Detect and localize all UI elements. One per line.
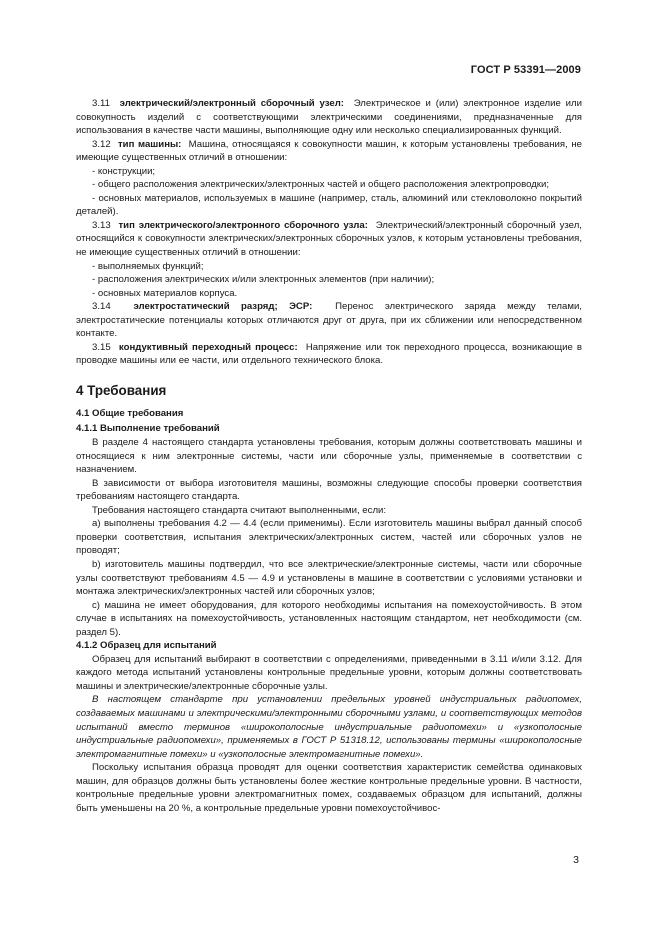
document-code: ГОСТ Р 53391—2009: [470, 64, 581, 76]
paragraph: Требования настоящего стандарта считают выполненными, если:: [92, 504, 387, 516]
paragraph: В зависимости от выбора изготовителя машины, возможны следующие способы проверки соответствия требованиям настоящего стандарта.: [76, 477, 582, 503]
def-text: Электрическое и (или) электронное изделие или совокупность изделий с соответствующими электрическими соединениями, предназначенные для использования в качестве части машины, выполняющие одну или несколько специализированных функций.: [76, 98, 582, 137]
list-item-c: с) машина не имеет оборудования, для которого необходимы испытания на помехоустойчивость. В этом случае в испытаниях на помехоустойчивость, установленных настоящим стандартом, нет необходимости (см. раздел 5).: [76, 599, 582, 638]
list-item: - расположения электрических и/или электронных элементов (при наличии);: [92, 274, 435, 286]
definition-3-14: [76, 300, 582, 341]
list-item: - основных материалов, используемых в машине (например, сталь, алюминий или стекловолокно покрытий деталей).: [76, 192, 582, 218]
def-text: Перенос электрического заряда между телами, электростатические потенциалы которых отличаются друг от друга, при их сближении или непосредственном контакте.: [76, 301, 582, 340]
subsection-4-1-title: 4.1 Общие требования: [76, 407, 184, 419]
list-item-a: а) выполнены требования 4.2 — 4.4 (если применимы). Если изготовитель машины выбрал данный способ проверки соответствия, испытания электрических/электронных систем, частей или сборочных узлов не проводят;: [76, 518, 582, 557]
subsection-4-1-1-title: 4.1.1 Выполнение требований: [76, 423, 220, 435]
list-item: - общего расположения электрических/электронных частей и общего расположения электропроводки;: [92, 179, 550, 191]
def-term: электростатический разряд; ЭСР:: [133, 301, 313, 313]
definition-3-15: [76, 341, 582, 368]
page-number: 3: [573, 854, 579, 866]
def-text: Напряжение или ток переходного процесса, возникающие в проводке машины или ее части, или отдельного технического блока.: [76, 341, 582, 367]
def-term: электрический/электронный сборочный узел:: [119, 98, 345, 109]
definition-3-12: [76, 138, 582, 165]
paragraph: В разделе 4 настоящего стандарта установлены требования, которым должны соответствовать машины и относящиеся к ним электронные системы, части или сборочные узлы, применяемые в соответствии с назначением.: [76, 437, 582, 476]
def-number: 3.15: [92, 341, 111, 353]
list-item-b: b) изготовитель машины подтвердил, что все электрические/электронные системы, части или сборочные узлы соответствуют требованиям 4.5 — 4.9 и установлены в машине в соответствии с условиями установки и монтажа электрических/электронных частей или сборочных узлов;: [76, 558, 582, 598]
def-number: 3.14: [92, 301, 111, 313]
def-number: 3.11: [92, 98, 110, 109]
paragraph: Образец для испытаний выбирают в соответствии с определениями, приведенными в 3.11 и/или 3.12. Для каждого метода испытаний установлены контрольные предельные уровни, которым должны соответствовать машины и электрические/электронные сборочные узлы.: [76, 653, 582, 692]
def-term: тип электрического/электронного сборочного узла:: [118, 219, 368, 231]
def-term: кондуктивный переходный процесс:: [118, 341, 298, 353]
section-4-title: 4 Требования: [76, 382, 167, 398]
def-number: 3.12: [92, 138, 111, 150]
list-item: - конструкции;: [92, 165, 156, 177]
list-item: - основных материалов корпуса.: [92, 287, 238, 299]
paragraph: Поскольку испытания образца проводят для оценки соответствия характеристик семейства одинаковых машин, для образцов должны быть установлены более жесткие контрольные предельные уровни. В частности, контрольные предельные уровни электромагнитных помех, создаваемых образцом для испытаний, должны быть уменьшены на 20 %, а контрольные предельные уровни помехоустойчивос-: [76, 762, 582, 814]
italic-note: В настоящем стандарте при установлении предельных уровней индустриальных радиопомех, создаваемых машинами и электрическими/электронными сборочными узлами, и соответствующих методов испытаний вместо терминов «широкополосные индустриальные радиопомехи» и «узкополосные индустриальные радиопомехи», применяемых в ГОСТ Р 51318.12, использованы термины «широкополосные электромагнитные помехи» и «узкополосные электромагнитные помехи».: [76, 694, 582, 760]
definition-3-11: [76, 97, 582, 138]
def-text: Электрический/электронный сборочный узел, относящийся к совокупности электрических/электронных сборочных узлов, к которым установлены требования, не имеющие существенных отличий в отношении:: [76, 219, 582, 259]
subsection-4-1-2-title: 4.1.2 Образец для испытаний: [76, 640, 217, 652]
def-term: тип машины:: [117, 138, 182, 150]
page-body: [76, 97, 582, 815]
def-text: Машина, относящаяся к совокупности машин, к которым установлены требования, не имеющие существенных отличий в отношении:: [76, 138, 582, 164]
definition-3-13: [76, 219, 582, 260]
def-number: 3.13: [92, 219, 111, 231]
list-item: - выполняемых функций;: [92, 260, 204, 272]
